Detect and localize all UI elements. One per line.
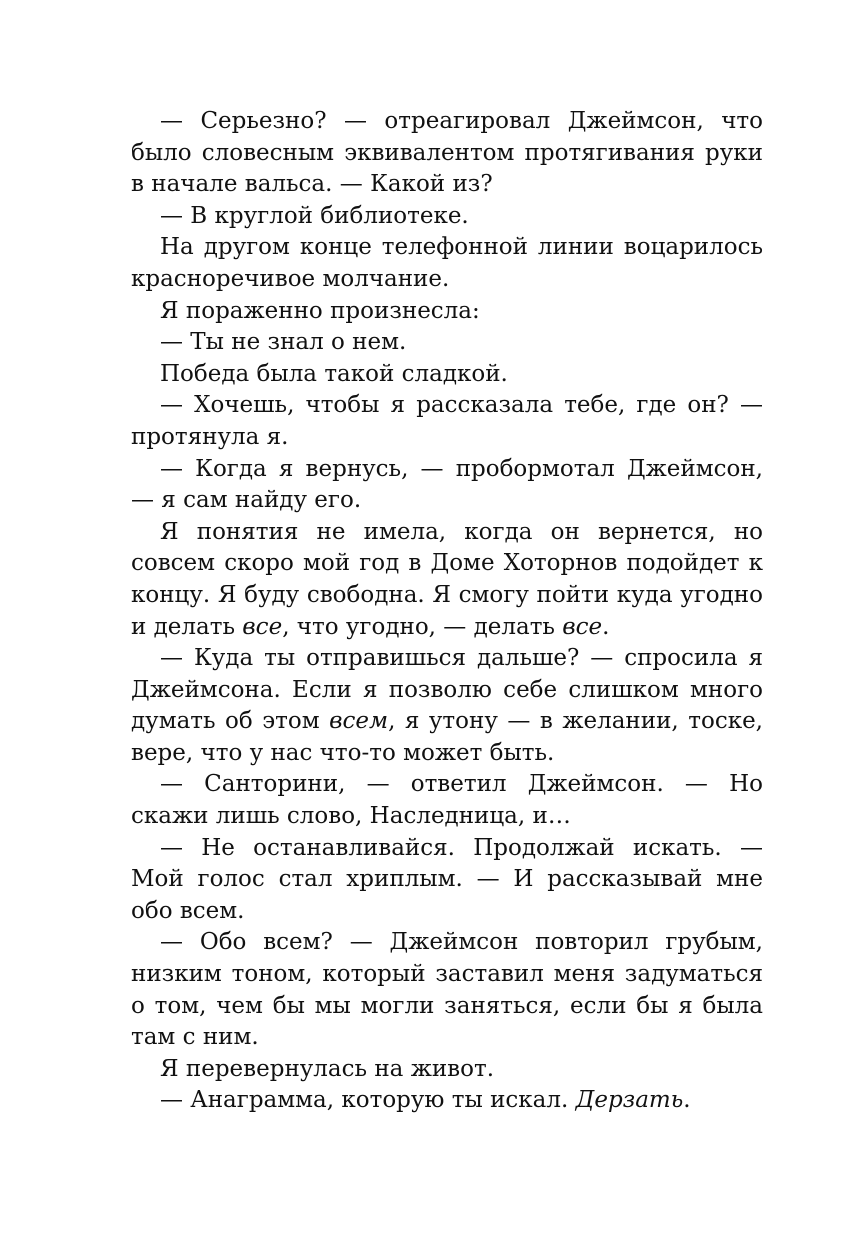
emphasis: всем <box>329 708 389 735</box>
body-text <box>131 106 763 1117</box>
paragraph: — Санторини, — ответил Джеймсон. — Но скажи лишь слово, Наследница, и… <box>131 771 763 830</box>
emphasis: Дерзать <box>575 1087 684 1114</box>
emphasis: все <box>562 613 603 640</box>
paragraph: — Хочешь, чтобы я рассказала тебе, где он? — протянула я. <box>131 392 763 450</box>
paragraph: — В круглой библиотеке. <box>160 202 469 229</box>
paragraph: На другом конце телефонной линии воцарилось красноречивое молчание. <box>131 234 763 292</box>
paragraph: — Ты не знал о нем. <box>160 329 407 356</box>
emphasis: все <box>242 613 283 640</box>
paragraph: — Обо всем? — Джеймсон повторил грубым, низким тоном, который заставил меня задуматься о том, чем бы мы могли заняться, если бы я была там с ним. <box>131 929 763 1051</box>
paragraph: — Анаграмма, которую ты искал. Дерзать. <box>160 1087 691 1114</box>
paragraph: — Серьезно? — отреагировал Джеймсон, что было словесным эквивалентом протягивания руки в начале вальса. — Какой из? <box>131 108 763 198</box>
paragraph: Я пораженно произнесла: <box>160 297 480 324</box>
paragraph: Я перевернулась на живот. <box>160 1055 495 1082</box>
paragraph: Я понятия не имела, когда он вернется, но совсем скоро мой год в Доме Хоторнов подойдет к концу. Я буду свободна. Я смогу пойти куда угодно и делать все, что угодно, — делать все. <box>131 518 763 640</box>
paragraph: — Не останавливайся. Продолжай искать. — Мой голос стал хриплым. — И рассказывай мне обо всем. <box>131 834 763 924</box>
paragraph: Победа была такой сладкой. <box>160 360 508 387</box>
paragraph: — Куда ты отправишься дальше? — спросила я Джеймсона. Если я позволю себе слишком много думать об этом всем, я утону — в желании, тоске, вере, что у нас что-то может быть. <box>131 645 763 766</box>
paragraph: — Когда я вернусь, — пробормотал Джеймсон, — я сам найду его. <box>131 455 763 514</box>
